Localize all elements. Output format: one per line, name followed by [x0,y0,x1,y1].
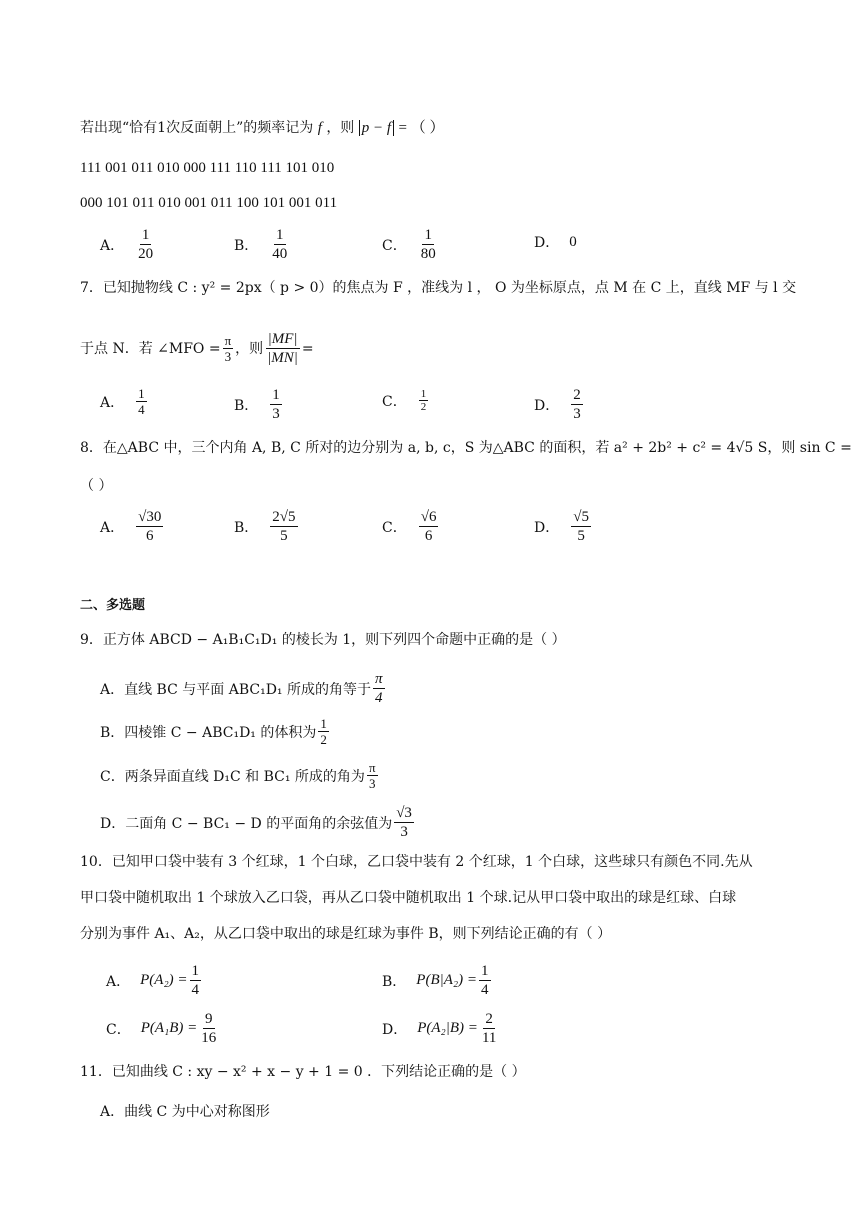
option-expr: P(A₂|B) = [417,1020,478,1036]
option-label: C． [382,393,407,410]
q7-line-1: 7．已知抛物线 C : y² = 2px（ p > 0）的焦点为 F ，准线为 l ， O 为坐标原点，点 M 在 C 上，直线 MF 与 l 交 [80,280,797,296]
option-expr: P(A₂) = [140,972,188,988]
option-label: C． [382,237,407,254]
fraction [571,386,583,423]
q11-option-a: A．曲线 C 为中心对称图形 [100,1104,270,1120]
option-label: D． [534,519,560,536]
option-label: A． [106,973,131,990]
option-label: A． [100,519,125,536]
numerator: 2 [573,387,581,403]
numerator: |MF| [267,331,298,347]
fraction [270,386,282,423]
fraction [419,226,438,263]
q9-stem: 9．正方体 ABCD − A₁B₁C₁D₁ 的棱长为 1，则下列四个命题中正确的是（ ） [80,632,566,648]
numerator: 1 [424,227,432,243]
option-label: C． [382,519,407,536]
denominator: 3 [368,776,376,791]
q11-stem: 11．已知曲线 C : xy − x² + x − y + 1 = 0 ．下列结论正确的是（ ） [80,1064,526,1080]
q7-option-a [100,386,149,417]
fraction-ratio [265,330,300,367]
denominator: 4 [191,982,200,998]
fraction [394,804,414,841]
option-label: B． [234,237,259,254]
numerator: 2 [485,1011,493,1027]
numerator: 1 [276,227,284,243]
q6-stem [80,118,444,138]
fraction [479,962,491,999]
section-title-multi-choice: 二、多选题 [80,598,146,613]
fraction [136,508,163,545]
q10-line-1: 10．已知甲口袋中装有 3 个红球，1 个白球，乙口袋中装有 2 个红球，1 个白球，这些球只有颜色不同.先从 [80,854,753,870]
q7-line-2-b: ，则 [235,340,264,357]
q6-option-a [100,226,157,263]
q6-data-row-1: 111 001 011 010 000 111 110 111 101 010 [80,160,335,176]
q8-option-a [100,508,165,545]
denominator: 5 [577,528,585,544]
q9-option-b [100,716,331,747]
q10-option-a [106,962,203,999]
q8-line-1: 8．在△ABC 中，三个内角 A, B, C 所对的边分别为 a, b, c，S 为△ABC 的面积，若 a² + 2b² + c² = 4√5 S，则 sin C = [80,440,852,456]
fraction [270,508,297,545]
fraction [136,386,147,417]
q10-option-b [382,962,493,999]
q7-line-2 [80,330,314,367]
denominator: 2 [420,401,427,413]
option-label: B． [234,397,259,414]
denominator: 16 [201,1030,217,1046]
q6-f-symbol: f [317,120,322,136]
q7-option-b [234,386,284,423]
option-label: B． [234,519,259,536]
numerator: √6 [420,509,437,525]
numerator: π [375,671,383,687]
denominator: 80 [420,246,436,262]
denominator: 3 [573,406,581,422]
fraction [480,1010,498,1047]
q8-option-b [234,508,300,545]
numerator: 1 [141,227,150,243]
q7-line-2-c: = [301,340,314,357]
q8-line-2: （ ） [80,478,113,494]
q6-data-row-2: 000 101 011 010 001 011 100 101 001 011 [80,195,338,211]
fraction [199,1010,218,1047]
denominator: 6 [424,528,433,544]
q8-option-d [534,508,593,545]
option-label: B． [382,973,407,990]
denominator: 5 [280,528,288,544]
numerator: √30 [138,509,162,525]
numerator: √3 [396,805,412,821]
q10-line-2: 甲口袋中随机取出 1 个球放入乙口袋，再从乙口袋中随机取出 1 个球.记从甲口袋中取出的球是红球、白球 [80,890,737,906]
q9-option-c [100,760,380,791]
fraction [571,508,591,545]
option-label: C． [106,1021,131,1038]
numerator: 2√5 [272,509,296,525]
q6-option-c [382,226,440,263]
option-label: A． [100,237,125,254]
numerator: 9 [205,1011,213,1027]
fraction [373,670,385,707]
denominator: 4 [138,402,145,417]
numerator: 1 [191,963,200,979]
denominator: 6 [145,528,154,544]
q8-option-c [382,508,440,545]
numerator: 1 [272,387,280,403]
fraction [318,716,329,747]
q7-option-d [534,386,585,423]
q6-option-d [534,232,577,252]
numerator: 1 [420,388,427,400]
fraction [419,508,439,545]
numerator: 1 [320,716,327,731]
option-label: D． [534,235,560,251]
q6-abs-expr: p − f [359,120,394,136]
q10-option-c [106,1010,220,1047]
q6-stem-text: 若出现“恰有1次反面朝上”的频率记为 [80,120,314,136]
q6-then-text: ，则 [326,120,355,136]
option-label: A． [100,394,125,411]
denominator: 4 [375,690,383,706]
option-text: B．四棱锥 C − ABC₁D₁ 的体积为 [100,724,317,741]
option-text: D．二面角 C − BC₁ − D 的平面角的余弦值为 [100,815,393,832]
q6-option-b [234,226,291,263]
numerator: √5 [573,509,589,525]
denominator: 3 [272,406,280,422]
denominator: 40 [272,246,288,262]
option-text: C．两条异面直线 D₁C 和 BC₁ 所成的角为 [100,768,365,785]
denominator: 3 [224,349,232,364]
q7-line-2-a: 于点 N．若 ∠MFO = [80,340,221,357]
option-expr: P(A₁B) = [140,1020,198,1036]
q10-line-3: 分别为事件 A₁、A₂，从乙口袋中取出的球是红球为事件 B，则下列结论正确的有（ ） [80,926,612,942]
fraction [136,226,155,263]
q9-option-d [100,804,416,841]
q7-option-c [382,388,430,413]
denominator: 11 [481,1030,497,1046]
option-text: A．直线 BC 与平面 ABC₁D₁ 所成的角等于 [100,681,371,698]
q6-eq-text: = （ ） [398,120,445,136]
denominator: 20 [138,246,154,262]
denominator: |MN| [267,350,298,366]
numerator: 1 [138,386,145,401]
option-value: 0 [569,233,577,250]
numerator: π [368,760,376,775]
denominator: 4 [481,982,489,998]
fraction [190,962,202,999]
numerator: 1 [481,963,489,979]
option-label: D． [534,397,560,414]
numerator: π [224,333,232,348]
q10-option-d [382,1010,500,1047]
fraction [419,388,429,413]
fraction [367,760,378,791]
q9-option-a [100,670,387,707]
denominator: 2 [320,732,327,747]
fraction-angle [223,333,234,364]
option-label: D． [382,1021,408,1038]
fraction [270,226,289,263]
option-expr: P(B|A₂) = [416,972,477,988]
denominator: 3 [400,824,408,840]
